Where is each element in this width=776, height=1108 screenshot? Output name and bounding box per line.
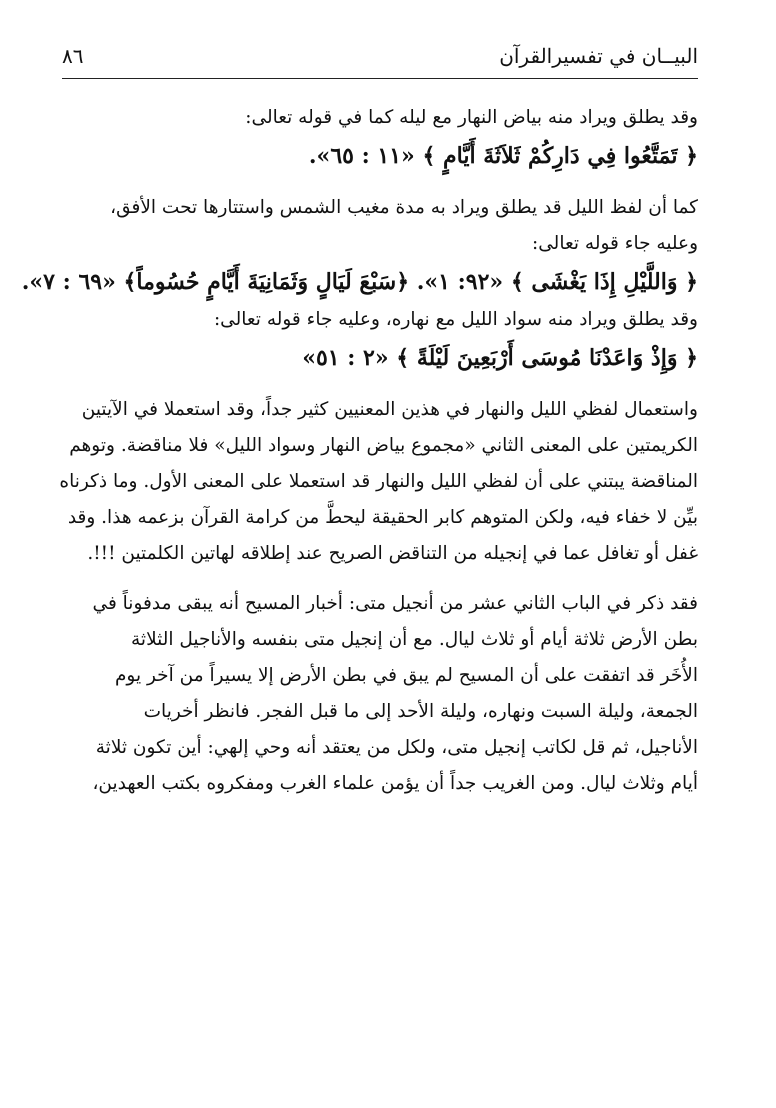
page-number: ٨٦ <box>62 44 84 68</box>
paragraph-gap <box>66 378 698 392</box>
text-line: الكريمتين على المعنى الثاني «مجموع بياض النهار وسواد الليل» فلا مناقضة. وتوهم <box>69 435 698 456</box>
text-line: واستعمال لفظي الليل والنهار في هذين المعنيين كثير جداً، وقد استعملا في الآيتين <box>81 399 698 420</box>
text-line: المناقضة يبتني على أن لفظي الليل والنهار قد استعملا على المعنى الأول. وما ذكرناه <box>59 471 698 492</box>
quran-verse-line: ﴿ تَمَتَّعُوا فِي دَارِكُمْ ثَلاَثَةَ أَيَّامٍ ﴾ «١١ : ٦٥». <box>308 143 698 169</box>
paragraph-gap <box>66 176 698 190</box>
text-line: بطن الأرض ثلاثة أيام أو ثلاث ليال. مع أن إنجيل متى بنفسه والأناجيل الثلاثة <box>131 629 698 650</box>
text-line: وعليه جاء قوله تعالى: <box>532 233 698 254</box>
page-body <box>21 100 698 802</box>
text-line: الأُخَر قد اتفقت على أن المسيح لم يبق في بطن الأرض إلا يسيراً من آخر يوم <box>114 665 698 686</box>
text-line: فقد ذكر في الباب الثاني عشر من أنجيل متى: أخبار المسيح أنه يبقى مدفوناً في <box>92 593 698 614</box>
text-line: وقد يطلق ويراد منه بياض النهار مع ليله كما في قوله تعالى: <box>245 107 698 128</box>
text-line: بيِّن لا خفاء فيه، ولكن المتوهم كابر الحقيقة ليحطَّ من كرامة القرآن بزعمه هذا. وقد <box>67 507 698 528</box>
text-line: الأناجيل، ثم قل لكاتب إنجيل متى، ولكل من يعتقد أنه وحي إلهي: أين تكون ثلاثة <box>95 737 698 758</box>
book-title: البيــان في تفسيرالقرآن <box>499 44 698 68</box>
paragraph-gap <box>66 572 698 586</box>
text-line: غفل أو تغافل عما في إنجيله من التناقض الصريح عند إطلاقه لهاتين الكلمتين !!!. <box>87 543 698 564</box>
running-header <box>62 40 698 79</box>
quran-verse-line: ﴿ وَإِذْ وَاعَدْنَا مُوسَى أَرْبَعِينَ لَيْلَةً ﴾ «٢ : ٥١» <box>302 345 698 371</box>
text-line: وقد يطلق ويراد منه سواد الليل مع نهاره، وعليه جاء قوله تعالى: <box>213 309 698 330</box>
text-line: الجمعة، وليلة السبت ونهاره، وليلة الأحد إلى ما قبل الفجر. فانظر أخريات <box>143 701 698 722</box>
text-line: كما أن لفظ الليل قد يطلق ويراد به مدة مغيب الشمس واستتارها تحت الأفق، <box>110 197 698 218</box>
quran-verse-line: ﴿ وَاللَّيْلِ إِذَا يَغْشَى ﴾ «٩٢: ١». ﴿سَبْعَ لَيَالٍ وَثَمَانِيَةَ أَيَّامٍ حُسُوماً﴾ «٦٩ : ٧». <box>21 269 698 295</box>
text-line: أيام وثلاث ليال. ومن الغريب جداً أن يؤمن علماء الغرب ومفكروه بكتب العهدين، <box>92 773 698 794</box>
